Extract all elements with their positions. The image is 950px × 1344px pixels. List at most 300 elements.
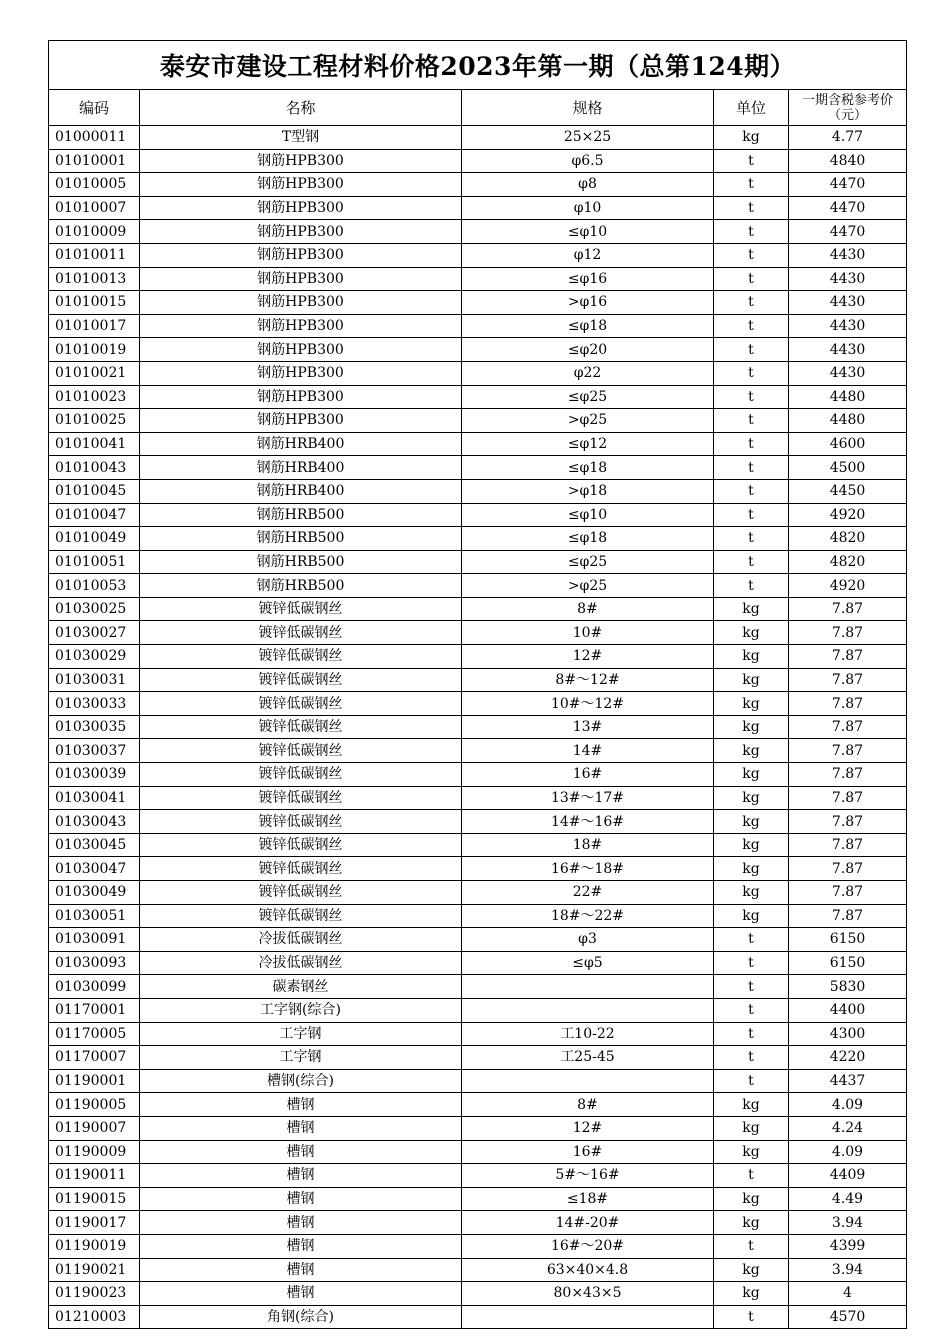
cell-price: 4400	[789, 998, 907, 1022]
cell-name: 钢筋HRB500	[140, 574, 462, 598]
cell-code: 01010019	[49, 338, 140, 362]
cell-unit: t	[714, 975, 789, 999]
cell-code: 01030047	[49, 857, 140, 881]
cell-unit: t	[714, 527, 789, 551]
cell-code: 01030041	[49, 786, 140, 810]
cell-unit: kg	[714, 668, 789, 692]
cell-price: 7.87	[789, 904, 907, 928]
cell-spec: 10#	[462, 621, 714, 645]
cell-name: 钢筋HPB300	[140, 338, 462, 362]
cell-unit: t	[714, 267, 789, 291]
cell-name: 槽钢	[140, 1093, 462, 1117]
cell-spec	[462, 998, 714, 1022]
column-header-price-line2: （元）	[828, 107, 868, 123]
cell-name: 角钢(综合)	[140, 1305, 462, 1329]
cell-code: 01030025	[49, 597, 140, 621]
cell-unit: kg	[714, 1140, 789, 1164]
table-row	[49, 126, 907, 150]
cell-spec: ≤φ16	[462, 267, 714, 291]
cell-code: 01190023	[49, 1282, 140, 1306]
cell-code: 01010041	[49, 432, 140, 456]
cell-name: 镀锌低碳钢丝	[140, 621, 462, 645]
cell-code: 01190019	[49, 1234, 140, 1258]
cell-name: 钢筋HPB300	[140, 173, 462, 197]
column-header-name: 名称	[140, 90, 462, 126]
cell-code: 01030045	[49, 833, 140, 857]
cell-price: 4920	[789, 503, 907, 527]
table-row	[49, 409, 907, 433]
cell-spec: 8#	[462, 597, 714, 621]
cell-name: 镀锌低碳钢丝	[140, 692, 462, 716]
cell-name: 槽钢	[140, 1116, 462, 1140]
cell-name: 镀锌低碳钢丝	[140, 645, 462, 669]
cell-price: 3.94	[789, 1258, 907, 1282]
cell-code: 01030031	[49, 668, 140, 692]
cell-code: 01010009	[49, 220, 140, 244]
cell-name: 镀锌低碳钢丝	[140, 786, 462, 810]
cell-spec: >φ18	[462, 479, 714, 503]
table-body	[49, 126, 907, 1329]
cell-code: 01030035	[49, 715, 140, 739]
table-row	[49, 881, 907, 905]
cell-price: 7.87	[789, 763, 907, 787]
cell-code: 01170005	[49, 1022, 140, 1046]
cell-unit: t	[714, 951, 789, 975]
cell-price: 4820	[789, 550, 907, 574]
column-header-spec: 规格	[462, 90, 714, 126]
cell-name: T型钢	[140, 126, 462, 150]
cell-code: 01190017	[49, 1211, 140, 1235]
table-row	[49, 928, 907, 952]
table-row	[49, 574, 907, 598]
cell-spec: ≤φ5	[462, 951, 714, 975]
cell-spec: 14#～16#	[462, 810, 714, 834]
cell-spec: 5#～16#	[462, 1164, 714, 1188]
cell-spec: >φ25	[462, 409, 714, 433]
cell-name: 钢筋HPB300	[140, 314, 462, 338]
cell-unit: kg	[714, 881, 789, 905]
cell-spec: 18#～22#	[462, 904, 714, 928]
cell-price: 3.94	[789, 1211, 907, 1235]
cell-code: 01030037	[49, 739, 140, 763]
table-row	[49, 1211, 907, 1235]
cell-name: 钢筋HPB300	[140, 196, 462, 220]
cell-unit: kg	[714, 833, 789, 857]
table-row	[49, 998, 907, 1022]
table-row	[49, 645, 907, 669]
cell-code: 01210003	[49, 1305, 140, 1329]
cell-spec: ≤φ25	[462, 385, 714, 409]
cell-spec: 工10-22	[462, 1022, 714, 1046]
cell-spec: φ10	[462, 196, 714, 220]
table-row	[49, 904, 907, 928]
cell-unit: kg	[714, 1116, 789, 1140]
cell-price: 4450	[789, 479, 907, 503]
cell-price: 7.87	[789, 621, 907, 645]
column-header-code: 编码	[49, 90, 140, 126]
cell-unit: t	[714, 550, 789, 574]
cell-price: 4470	[789, 173, 907, 197]
cell-spec: 16#～18#	[462, 857, 714, 881]
cell-code: 01190021	[49, 1258, 140, 1282]
cell-price: 4430	[789, 361, 907, 385]
cell-name: 钢筋HPB300	[140, 361, 462, 385]
cell-unit: t	[714, 196, 789, 220]
cell-unit: t	[714, 385, 789, 409]
cell-price: 4570	[789, 1305, 907, 1329]
table-row	[49, 621, 907, 645]
table-row	[49, 1234, 907, 1258]
cell-unit: t	[714, 928, 789, 952]
cell-price: 4.09	[789, 1140, 907, 1164]
cell-spec: 25×25	[462, 126, 714, 150]
cell-unit: t	[714, 291, 789, 315]
cell-price: 4480	[789, 385, 907, 409]
cell-name: 镀锌低碳钢丝	[140, 881, 462, 905]
cell-price: 4430	[789, 338, 907, 362]
cell-unit: kg	[714, 645, 789, 669]
cell-price: 7.87	[789, 857, 907, 881]
table-row	[49, 432, 907, 456]
table-row	[49, 1164, 907, 1188]
cell-spec	[462, 1305, 714, 1329]
cell-price: 4.09	[789, 1093, 907, 1117]
cell-unit: t	[714, 432, 789, 456]
cell-name: 镀锌低碳钢丝	[140, 810, 462, 834]
cell-price: 4430	[789, 267, 907, 291]
cell-price: 4480	[789, 409, 907, 433]
table-row	[49, 715, 907, 739]
cell-unit: kg	[714, 126, 789, 150]
cell-spec: 8#～12#	[462, 668, 714, 692]
table-row	[49, 739, 907, 763]
cell-price: 6150	[789, 951, 907, 975]
cell-code: 01030051	[49, 904, 140, 928]
cell-price: 7.87	[789, 645, 907, 669]
cell-code: 01010053	[49, 574, 140, 598]
cell-name: 槽钢	[140, 1282, 462, 1306]
cell-price: 4300	[789, 1022, 907, 1046]
cell-code: 01030099	[49, 975, 140, 999]
cell-unit: t	[714, 220, 789, 244]
cell-spec: ≤φ18	[462, 456, 714, 480]
cell-spec: φ22	[462, 361, 714, 385]
table-row	[49, 550, 907, 574]
table-row	[49, 786, 907, 810]
cell-price: 5830	[789, 975, 907, 999]
table-row	[49, 1187, 907, 1211]
cell-name: 钢筋HPB300	[140, 291, 462, 315]
cell-name: 镀锌低碳钢丝	[140, 763, 462, 787]
cell-unit: t	[714, 1305, 789, 1329]
cell-price: 4470	[789, 196, 907, 220]
cell-name: 钢筋HPB300	[140, 149, 462, 173]
cell-code: 01010025	[49, 409, 140, 433]
cell-code: 01170001	[49, 998, 140, 1022]
cell-name: 镀锌低碳钢丝	[140, 857, 462, 881]
cell-spec	[462, 975, 714, 999]
cell-spec: 18#	[462, 833, 714, 857]
cell-name: 钢筋HRB500	[140, 527, 462, 551]
cell-price: 6150	[789, 928, 907, 952]
cell-unit: t	[714, 456, 789, 480]
cell-unit: kg	[714, 904, 789, 928]
table-row	[49, 220, 907, 244]
cell-name: 工字钢	[140, 1022, 462, 1046]
cell-code: 01010011	[49, 243, 140, 267]
cell-unit: kg	[714, 857, 789, 881]
cell-code: 01010049	[49, 527, 140, 551]
cell-unit: kg	[714, 786, 789, 810]
cell-price: 4600	[789, 432, 907, 456]
table-row	[49, 173, 907, 197]
table-row	[49, 857, 907, 881]
cell-spec: ≤φ18	[462, 527, 714, 551]
cell-unit: t	[714, 1234, 789, 1258]
table-row	[49, 243, 907, 267]
table-row	[49, 692, 907, 716]
cell-code: 01030027	[49, 621, 140, 645]
cell-price: 7.87	[789, 833, 907, 857]
cell-code: 01030039	[49, 763, 140, 787]
table-row	[49, 975, 907, 999]
cell-name: 钢筋HPB300	[140, 385, 462, 409]
cell-unit: t	[714, 149, 789, 173]
document-title: 泰安市建设工程材料价格2023年第一期（总第124期）	[49, 41, 907, 90]
cell-spec: φ6.5	[462, 149, 714, 173]
cell-name: 钢筋HPB300	[140, 220, 462, 244]
cell-name: 镀锌低碳钢丝	[140, 739, 462, 763]
table-row	[49, 385, 907, 409]
table-row	[49, 1046, 907, 1070]
cell-unit: t	[714, 479, 789, 503]
cell-price: 4220	[789, 1046, 907, 1070]
table-row	[49, 1022, 907, 1046]
cell-unit: kg	[714, 1187, 789, 1211]
table-row	[49, 267, 907, 291]
cell-unit: kg	[714, 1211, 789, 1235]
cell-unit: kg	[714, 739, 789, 763]
table-row	[49, 951, 907, 975]
cell-code: 01190007	[49, 1116, 140, 1140]
cell-name: 钢筋HPB300	[140, 409, 462, 433]
cell-code: 01030029	[49, 645, 140, 669]
cell-code: 01190011	[49, 1164, 140, 1188]
cell-spec: 14#	[462, 739, 714, 763]
table-row	[49, 503, 907, 527]
column-header-unit: 单位	[714, 90, 789, 126]
table-row	[49, 291, 907, 315]
cell-code: 01030043	[49, 810, 140, 834]
cell-name: 钢筋HRB400	[140, 456, 462, 480]
cell-spec: 10#～12#	[462, 692, 714, 716]
cell-code: 01030091	[49, 928, 140, 952]
cell-price: 7.87	[789, 739, 907, 763]
cell-spec: ≤18#	[462, 1187, 714, 1211]
table-row	[49, 833, 907, 857]
table-row	[49, 810, 907, 834]
cell-spec: ≤φ25	[462, 550, 714, 574]
cell-unit: kg	[714, 1282, 789, 1306]
cell-code: 01030033	[49, 692, 140, 716]
cell-name: 工字钢	[140, 1046, 462, 1070]
cell-name: 钢筋HRB400	[140, 432, 462, 456]
cell-price: 4840	[789, 149, 907, 173]
table-row	[49, 196, 907, 220]
cell-spec: 13#	[462, 715, 714, 739]
cell-unit: t	[714, 1069, 789, 1093]
cell-spec: φ8	[462, 173, 714, 197]
cell-name: 冷拔低碳钢丝	[140, 951, 462, 975]
cell-code: 01030093	[49, 951, 140, 975]
cell-unit: t	[714, 314, 789, 338]
cell-price: 4430	[789, 291, 907, 315]
cell-spec: ≤φ10	[462, 220, 714, 244]
cell-price: 4.49	[789, 1187, 907, 1211]
cell-price: 7.87	[789, 715, 907, 739]
cell-unit: t	[714, 1046, 789, 1070]
cell-price: 4.77	[789, 126, 907, 150]
cell-price: 7.87	[789, 668, 907, 692]
cell-spec: 14#-20#	[462, 1211, 714, 1235]
table-row	[49, 479, 907, 503]
column-header-row	[49, 90, 907, 126]
cell-code: 01010023	[49, 385, 140, 409]
cell-spec: 16#～20#	[462, 1234, 714, 1258]
cell-unit: kg	[714, 763, 789, 787]
cell-price: 4470	[789, 220, 907, 244]
cell-name: 钢筋HPB300	[140, 243, 462, 267]
cell-spec: >φ16	[462, 291, 714, 315]
table-row	[49, 456, 907, 480]
cell-unit: t	[714, 998, 789, 1022]
cell-name: 槽钢	[140, 1187, 462, 1211]
cell-price: 4	[789, 1282, 907, 1306]
cell-price: 7.87	[789, 692, 907, 716]
table-row	[49, 527, 907, 551]
cell-code: 01010013	[49, 267, 140, 291]
cell-unit: t	[714, 173, 789, 197]
cell-unit: kg	[714, 621, 789, 645]
cell-unit: t	[714, 361, 789, 385]
cell-unit: t	[714, 338, 789, 362]
cell-name: 槽钢(综合)	[140, 1069, 462, 1093]
cell-name: 钢筋HRB500	[140, 503, 462, 527]
cell-price: 4.24	[789, 1116, 907, 1140]
cell-price: 4820	[789, 527, 907, 551]
cell-unit: kg	[714, 715, 789, 739]
cell-name: 钢筋HRB400	[140, 479, 462, 503]
cell-code: 01010021	[49, 361, 140, 385]
cell-code: 01010051	[49, 550, 140, 574]
cell-code: 01010007	[49, 196, 140, 220]
cell-spec: 工25-45	[462, 1046, 714, 1070]
cell-name: 碳素钢丝	[140, 975, 462, 999]
table-row	[49, 1116, 907, 1140]
cell-code: 01190001	[49, 1069, 140, 1093]
cell-name: 槽钢	[140, 1211, 462, 1235]
cell-name: 镀锌低碳钢丝	[140, 904, 462, 928]
cell-price: 4430	[789, 243, 907, 267]
cell-name: 工字钢(综合)	[140, 998, 462, 1022]
cell-code: 01010015	[49, 291, 140, 315]
cell-name: 槽钢	[140, 1164, 462, 1188]
cell-name: 镀锌低碳钢丝	[140, 833, 462, 857]
cell-unit: kg	[714, 692, 789, 716]
cell-spec: 13#～17#	[462, 786, 714, 810]
cell-code: 01010047	[49, 503, 140, 527]
cell-name: 冷拔低碳钢丝	[140, 928, 462, 952]
cell-code: 01190009	[49, 1140, 140, 1164]
table-row	[49, 763, 907, 787]
cell-unit: kg	[714, 1258, 789, 1282]
cell-name: 镀锌低碳钢丝	[140, 597, 462, 621]
table-row	[49, 149, 907, 173]
cell-name: 镀锌低碳钢丝	[140, 715, 462, 739]
cell-spec: ≤φ18	[462, 314, 714, 338]
cell-price: 4430	[789, 314, 907, 338]
cell-spec: 80×43×5	[462, 1282, 714, 1306]
cell-code: 01000011	[49, 126, 140, 150]
cell-price: 7.87	[789, 881, 907, 905]
cell-price: 4399	[789, 1234, 907, 1258]
table-row	[49, 338, 907, 362]
cell-name: 钢筋HRB500	[140, 550, 462, 574]
table-row	[49, 1093, 907, 1117]
cell-spec: φ3	[462, 928, 714, 952]
column-header-price-line1: 一期含税参考价	[802, 92, 894, 108]
cell-unit: kg	[714, 1093, 789, 1117]
cell-spec	[462, 1069, 714, 1093]
cell-price: 4500	[789, 456, 907, 480]
table-row	[49, 1140, 907, 1164]
cell-price: 4409	[789, 1164, 907, 1188]
cell-code: 01170007	[49, 1046, 140, 1070]
cell-code: 01190015	[49, 1187, 140, 1211]
cell-code: 01010045	[49, 479, 140, 503]
table-row	[49, 1305, 907, 1329]
cell-spec: >φ25	[462, 574, 714, 598]
cell-unit: kg	[714, 810, 789, 834]
cell-unit: t	[714, 409, 789, 433]
cell-price: 4437	[789, 1069, 907, 1093]
cell-code: 01030049	[49, 881, 140, 905]
cell-spec: φ12	[462, 243, 714, 267]
cell-price: 7.87	[789, 597, 907, 621]
cell-spec: ≤φ12	[462, 432, 714, 456]
cell-unit: t	[714, 503, 789, 527]
cell-name: 钢筋HPB300	[140, 267, 462, 291]
cell-spec: 16#	[462, 1140, 714, 1164]
table-row	[49, 1069, 907, 1093]
cell-price: 4920	[789, 574, 907, 598]
cell-price: 7.87	[789, 810, 907, 834]
cell-code: 01010005	[49, 173, 140, 197]
cell-spec: 12#	[462, 1116, 714, 1140]
table-row	[49, 597, 907, 621]
table-row	[49, 1258, 907, 1282]
cell-spec: 63×40×4.8	[462, 1258, 714, 1282]
cell-code: 01190005	[49, 1093, 140, 1117]
cell-name: 槽钢	[140, 1140, 462, 1164]
table-row	[49, 361, 907, 385]
price-table	[48, 40, 907, 1329]
cell-unit: t	[714, 1164, 789, 1188]
cell-code: 01010043	[49, 456, 140, 480]
cell-unit: t	[714, 574, 789, 598]
cell-name: 槽钢	[140, 1234, 462, 1258]
column-header-price	[789, 90, 907, 126]
